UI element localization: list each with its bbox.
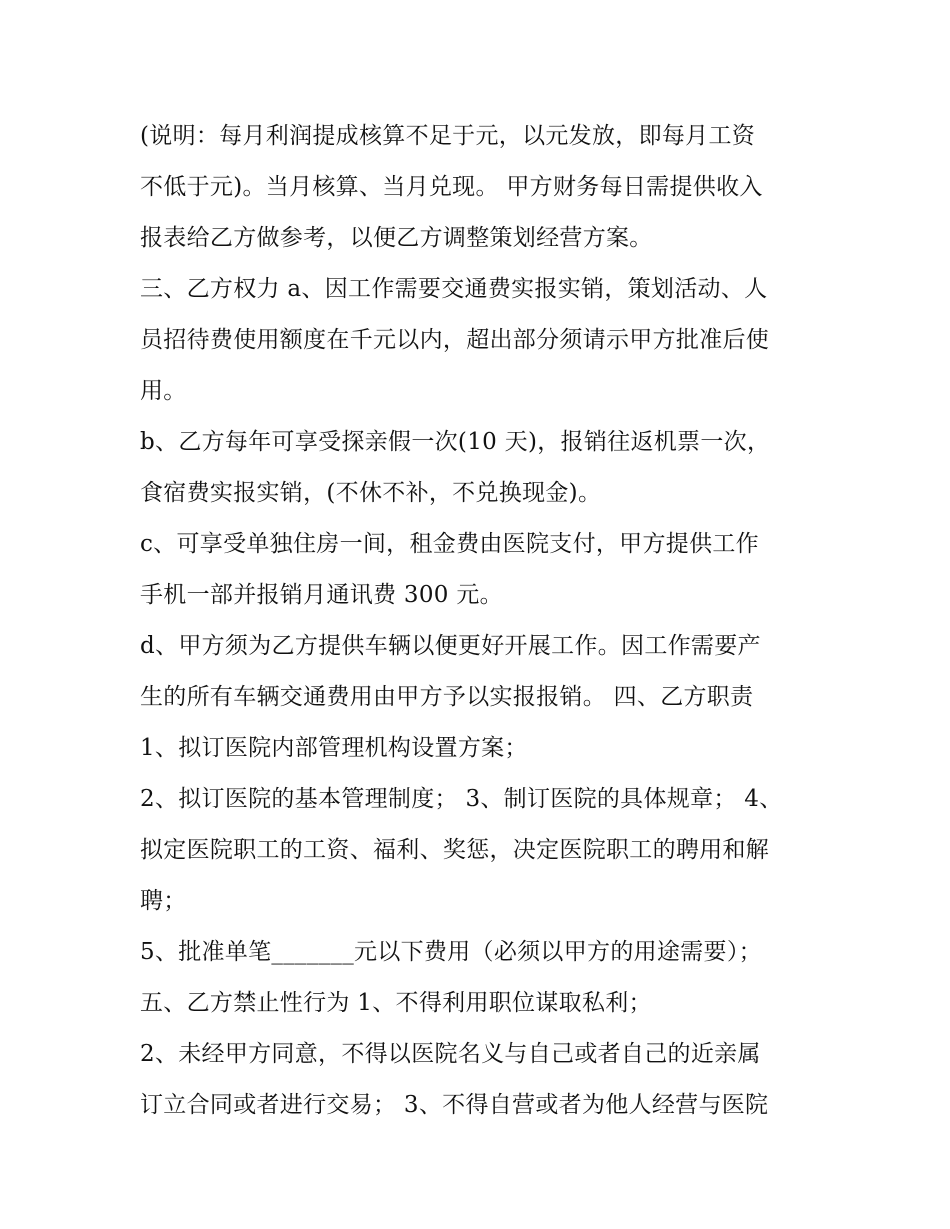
text-line: 不低于元)。当月核算、当月兑现。 甲方财务每日需提供收入: [140, 174, 763, 200]
item-b-line: b、乙方每年可享受探亲假一次(10 天)，报销往返机票一次，: [140, 429, 771, 455]
duty-item-5: 5、批准单笔_______元以下费用（必须以甲方的用途需要）；: [140, 939, 762, 965]
item-c-line: c、可享受单独住房一间，租金费由医院支付，甲方提供工作: [140, 531, 759, 557]
section-5-heading-line: 五、乙方禁止性行为 1、不得利用职位谋取私利；: [140, 990, 652, 1016]
text-line: 手机一部并报销月通讯费 300 元。: [140, 582, 503, 608]
duty-item-2-4: 2、拟订医院的基本管理制度； 3、制订医院的具体规章； 4、: [140, 786, 783, 812]
text-line: 用。: [140, 378, 187, 404]
prohibition-item-2: 2、未经甲方同意，不得以医院名义与自己或者自己的近亲属: [140, 1041, 761, 1067]
text-line: 聘；: [140, 888, 187, 914]
document-body: [140, 111, 840, 1131]
section-4-heading-line: 生的所有车辆交通费用由甲方予以实报报销。 四、乙方职责: [140, 684, 754, 710]
text-line: 食宿费实报实销，(不休不补，不兑换现金)。: [140, 480, 602, 506]
text-line: 员招待费使用额度在千元以内，超出部分须请示甲方批准后使: [140, 327, 770, 353]
text-line: 拟定医院职工的工资、福利、奖惩，决定医院职工的聘用和解: [140, 837, 770, 863]
prohibition-item-3: 订立合同或者进行交易； 3、不得自营或者为他人经营与医院: [140, 1092, 769, 1118]
section-3-heading-line: 三、乙方权力 a、因工作需要交通费实报实销，策划活动、人: [140, 276, 768, 302]
text-line: 报表给乙方做参考，以便乙方调整策划经营方案。: [140, 225, 653, 251]
item-d-line: d、甲方须为乙方提供车辆以便更好开展工作。因工作需要产: [140, 633, 761, 659]
duty-item-1: 1、拟订医院内部管理机构设置方案；: [140, 735, 528, 761]
text-line: (说明：每月利润提成核算不足于元，以元发放，即每月工资: [140, 123, 756, 149]
